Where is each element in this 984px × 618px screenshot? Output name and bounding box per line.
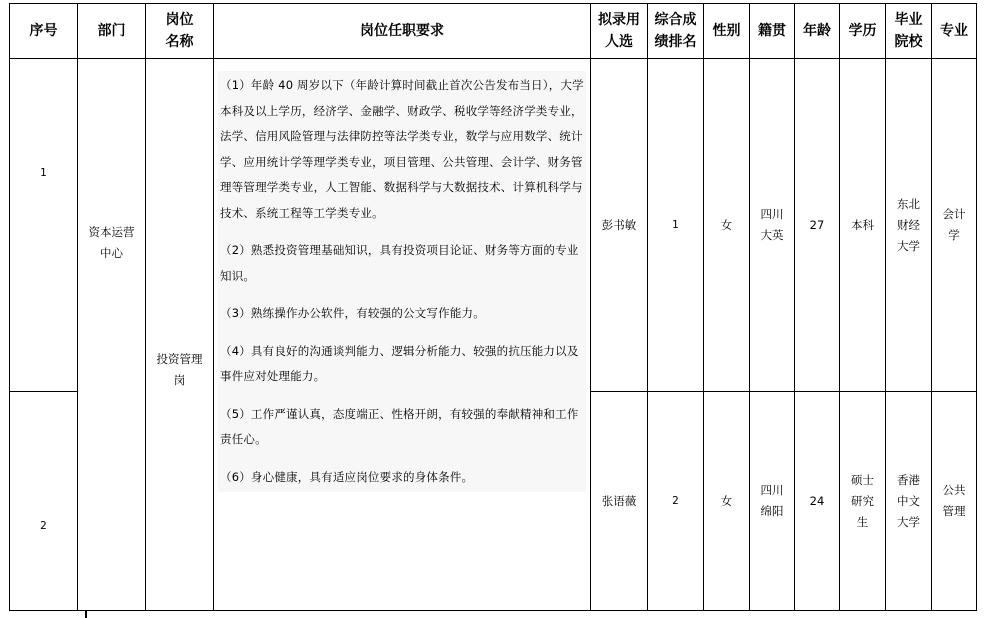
gender-value: 女 [704, 59, 750, 392]
header-row [10, 4, 977, 59]
requirement-item: （2）熟悉投资管理基础知识，具有投资项目论证、财务等方面的专业知识。 [220, 243, 579, 283]
origin-value: 四川 大英 [750, 59, 795, 392]
rank-value: 1 [648, 59, 704, 392]
origin-value: 四川 绵阳 [750, 392, 795, 611]
major-value: 会计 学 [932, 59, 977, 392]
rank-value: 2 [648, 392, 704, 611]
header-candidate [591, 4, 648, 59]
age-value: 27 [795, 59, 840, 392]
header-origin: 籍贯 [750, 4, 795, 59]
requirement-item: （6）身心健康，具有适应岗位要求的身体条件。 [220, 469, 474, 484]
school-value: 东北 财经 大学 [886, 59, 932, 392]
header-major: 专业 [932, 4, 977, 59]
header-department: 部门 [78, 4, 146, 59]
requirement-item: （3）熟练操作办公软件，有较强的公文写作能力。 [220, 306, 485, 320]
header-position-text: 岗位名称 [165, 12, 194, 50]
requirement-item: （4）具有良好的沟通谈判能力、逻辑分析能力、较强的抗压能力以及事件应对处理能力。 [220, 343, 579, 383]
header-position [146, 4, 214, 59]
header-rank: 综合成 绩排名 [648, 4, 704, 59]
requirements-cell [214, 59, 591, 611]
recruitment-table [9, 3, 977, 611]
header-gender: 性别 [704, 4, 750, 59]
row-no: 1 [10, 59, 78, 392]
school-value: 香港 中文 大学 [886, 392, 932, 611]
education-value: 硕士 研究 生 [840, 392, 886, 611]
header-school [886, 4, 932, 59]
row-no: 2 [10, 392, 78, 611]
header-age: 年龄 [795, 4, 840, 59]
header-requirements: 岗位任职要求 [214, 4, 591, 59]
candidate-name: 张语薇 [591, 392, 648, 611]
cursor-mark [85, 611, 87, 618]
major-value: 公共 管理 [932, 392, 977, 611]
age-value: 24 [795, 392, 840, 611]
header-candidate-text: 拟录用人选 [597, 12, 640, 50]
education-value: 本科 [840, 59, 886, 392]
candidate-name: 彭书敏 [591, 59, 648, 392]
header-school-text: 毕业院校 [894, 12, 923, 50]
position-cell [146, 59, 214, 611]
position-text: 投资管理岗 [156, 351, 203, 387]
header-no: 序号 [10, 4, 78, 59]
requirement-item: （5）工作严谨认真，态度端正、性格开朗，有较强的奉献精神和工作责任心。 [220, 406, 579, 446]
header-education: 学历 [840, 4, 886, 59]
requirement-item: （1）年龄 40 周岁以下（年龄计算时间截止首次公告发布当日），大学本科及以上学历，经济学、金融学、财政学、税收学等经济学类专业，法学、信用风险管理与法律防控等法学类专业，数学与应用数学、统计学、应用统计学等理学类专业，项目管理、公共管理、会计学、财务管理等管理学类专业，人工智能、数据科学与大数据技术、计算机科学与技术、系统工程等工学类专业。 [220, 78, 584, 220]
table-row [10, 59, 977, 392]
gender-value: 女 [704, 392, 750, 611]
department-cell: 资本运营 中心 [78, 59, 146, 611]
